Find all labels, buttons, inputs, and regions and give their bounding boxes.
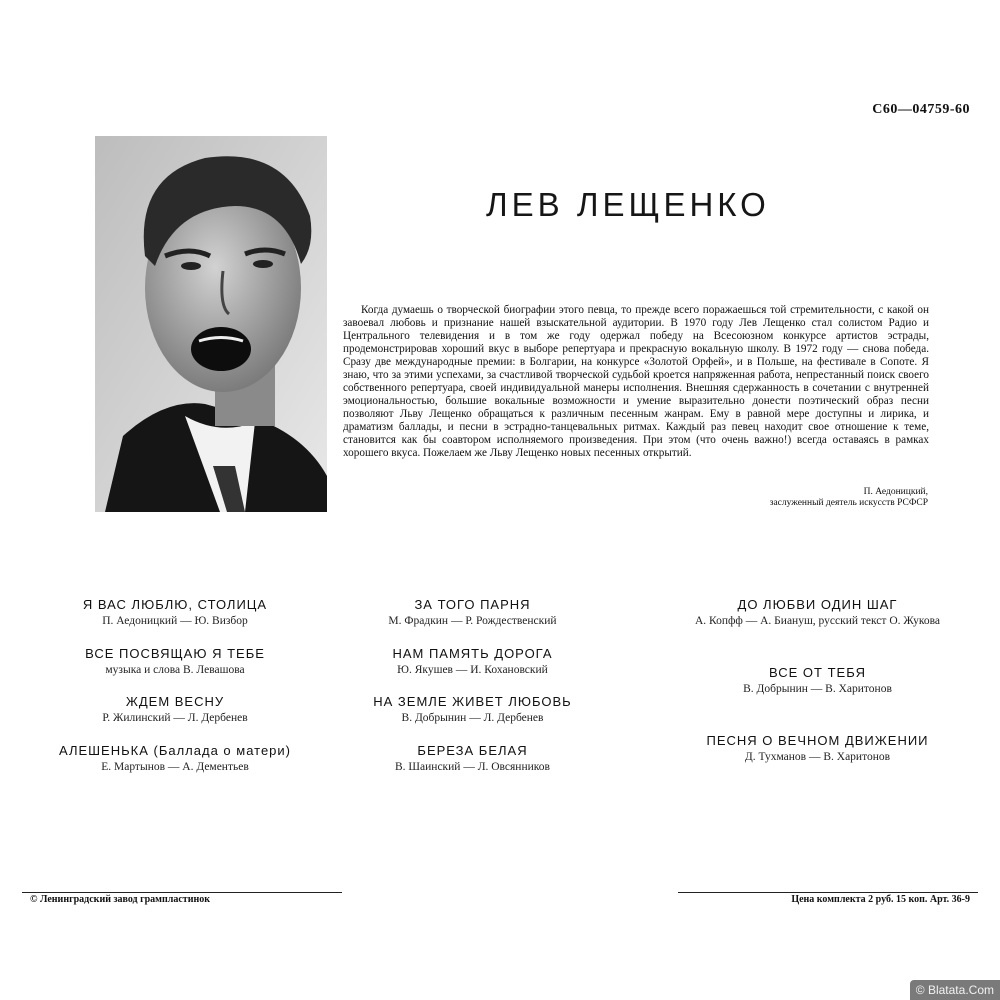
- track-title: НАМ ПАМЯТЬ ДОРОГА: [392, 645, 553, 661]
- track-title: ВСЕ ПОСВЯЩАЮ Я ТЕБЕ: [85, 645, 265, 661]
- track-item: [345, 646, 600, 695]
- track-credit: Ю. Якушев — И. Кохановский: [397, 663, 548, 676]
- signature-title: заслуженный деятель искусств РСФСР: [769, 498, 928, 508]
- track-item: [40, 597, 310, 646]
- track-item: [650, 665, 985, 733]
- tracklist-column-1: [40, 597, 310, 791]
- track-item: [345, 694, 600, 743]
- footer-price: Цена комплекта 2 руб. 15 коп. Арт. 36-9: [791, 894, 970, 905]
- track-item: [40, 646, 310, 695]
- footer-publisher: © Ленинградский завод грампластинок: [30, 894, 211, 905]
- footer-rule-left: [22, 892, 342, 893]
- tracklist-column-2: [345, 597, 600, 791]
- tracklist-column-3: [650, 597, 985, 801]
- track-title: БЕРЕЗА БЕЛАЯ: [417, 742, 528, 758]
- track-item: [345, 597, 600, 646]
- footer-rule-right: [678, 892, 978, 893]
- track-credit: музыка и слова В. Левашова: [105, 663, 245, 676]
- track-credit: В. Добрынин — В. Харитонов: [743, 683, 892, 695]
- track-item: [650, 733, 985, 801]
- track-credit: Р. Жилинский — Л. Дербенев: [102, 712, 248, 724]
- track-credit: В. Шаинский — Л. Овсянников: [395, 760, 550, 773]
- track-title: Я ВАС ЛЮБЛЮ, СТОЛИЦА: [82, 597, 268, 612]
- track-item: [650, 597, 985, 665]
- track-title: ЗА ТОГО ПАРНЯ: [414, 597, 531, 612]
- artist-photo: [95, 136, 327, 512]
- singer-portrait-icon: [95, 136, 327, 512]
- track-title: ВСЕ ОТ ТЕБЯ: [769, 665, 866, 680]
- track-credit: Е. Мартынов — А. Дементьев: [101, 760, 249, 773]
- track-item: [345, 743, 600, 792]
- track-title: ЖДЕМ ВЕСНУ: [125, 694, 225, 709]
- watermark-badge: © Blatata.Com: [910, 980, 1000, 1000]
- track-credit: Д. Тухманов — В. Харитонов: [744, 751, 891, 763]
- biography-text: Когда думаешь о творческой биографии этого певца, то прежде всего поражаешься той стремительности, с какой он завоевал любовь и признание нашей взыскательной аудитории. В 1970 году Лев Лещенко стал солистом Радио и Центрального телевидения и в том же году одержал победу на Всесоюзном конкурсе артистов эстрады, продемонстрировав хороший вкус в выборе репертуара и прекрасную вокальную школу. В 1972 году — снова победа. Сразу две международные премии: в Болгарии, на конкурсе «Золотой Орфей», и в Польше, на фестивале в Сопоте. Я знаю, что за этими успехами, за счастливой творческой судьбой кроется напряженная работа, непрестанный поиск своего собственного репертуара, своей индивидуальной манеры исполнения. Внешняя сдержанность в сочетании с внутренней эмоциональностью, большие вокальные возможности и умение выразительно донести поэтический образ песни позволяют Льву Лещенко обращаться к различным песенным жанрам. Ему в равной мере доступны и лирика, и драматизм баллады, и песни в эстрадно-танцевальных ритмах. Каждый раз певец находит свое отношение к теме, становится как бы соавтором исполняемого произведения. При этом (что очень важно!) всегда оставаясь в рамках хорошего вкуса. Пожелаем же Льву Лещенко новых песенных открытий.: [343, 304, 929, 459]
- track-title: ДО ЛЮБВИ ОДИН ШАГ: [737, 597, 898, 612]
- catalog-number: С60—04759-60: [872, 102, 970, 117]
- signature-name: П. Аедоницкий,: [863, 487, 928, 497]
- track-credit: П. Аедоницкий — Ю. Визбор: [102, 615, 248, 627]
- track-credit: В. Добрынин — Л. Дербенев: [401, 712, 544, 724]
- track-item: [40, 694, 310, 743]
- track-item: [40, 743, 310, 792]
- artist-name: ЛЕВ ЛЕЩЕНКО: [486, 186, 770, 223]
- track-credit: М. Фрадкин — Р. Рождественский: [388, 615, 557, 627]
- biography-signature: [770, 487, 928, 509]
- track-title: НА ЗЕМЛЕ ЖИВЕТ ЛЮБОВЬ: [373, 694, 572, 709]
- track-title: АЛЕШЕНЬКА (Баллада о матери): [58, 742, 292, 758]
- track-credit: А. Копфф — А. Биануш, русский текст О. Жукова: [694, 615, 940, 627]
- track-title: ПЕСНЯ О ВЕЧНОМ ДВИЖЕНИИ: [706, 733, 929, 748]
